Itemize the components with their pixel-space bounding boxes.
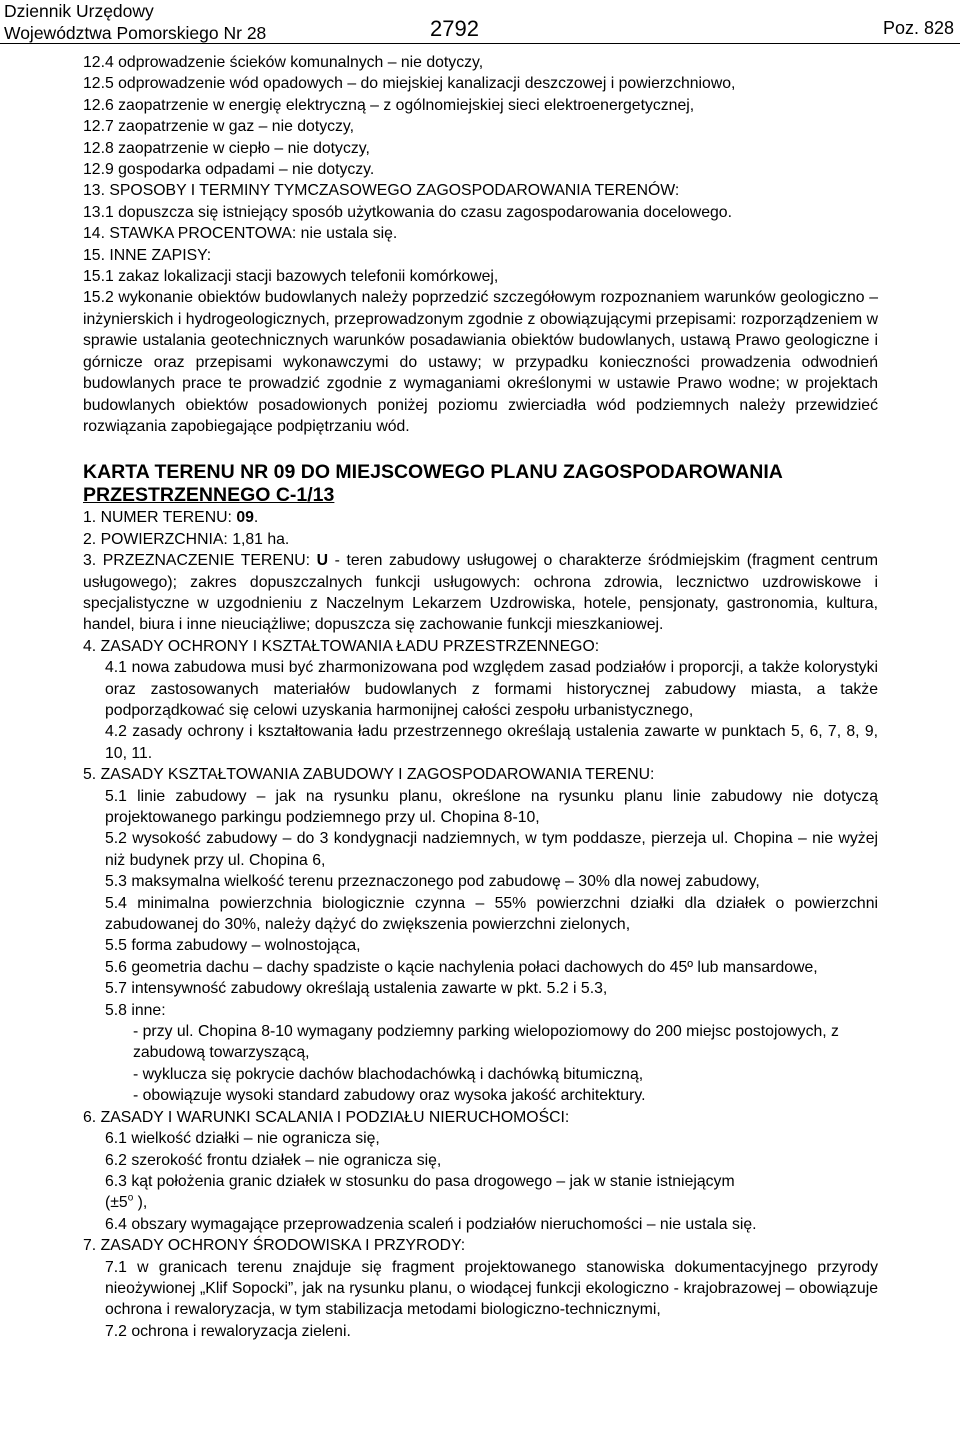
- item-6-3-cont: [83, 1192, 878, 1213]
- item-13-1: 13.1 dopuszcza się istniejący sposób użytkowania do czasu zagospodarowania docelowego.: [83, 203, 732, 221]
- item-12-8: 12.8 zaopatrzenie w ciepło – nie dotyczy,: [83, 139, 370, 157]
- item-5-1: 5.1 linie zabudowy – jak na rysunku planu, określone na rysunku planu linie zabudowy nie dotyczą projektowanego parkingu podziemnego przy ul. Chopina 8-10,: [105, 787, 878, 826]
- degree-sign: o: [127, 1193, 134, 1205]
- przeznaczenie-text: - teren zabudowy usługowej o charakterze śródmiejskim (fragment centrum usługowego); zakres dopuszczalnych funkcji usługowych: ochrona zdrowia, lecznictwo uzdrowiskowe i specjalistyczne w uzgodnieniu z Naczelnym Lekarzem Uzdrowiska, hotele, pensjonaty, gastronomia, kultura, handel, biura i inne nieuciążliwe; dopuszcza się zachowanie funkcji mieszkaniowej.: [83, 552, 878, 634]
- position-number: Poz. 828: [882, 18, 954, 38]
- item-6-4: 6.4 obszary wymagające przeprowadzenia scaleń i podziałów nieruchomości – nie ustala się.: [105, 1215, 757, 1233]
- karta-title-line1: KARTA TERENU NR 09 DO MIEJSCOWEGO PLANU ZAGOSPODAROWANIA: [83, 461, 783, 484]
- item-7-2: 7.2 ochrona i rewaloryzacja zieleni.: [105, 1322, 351, 1340]
- item-12-4: 12.4 odprowadzenie ścieków komunalnych – nie dotyczy,: [83, 54, 484, 71]
- item-12-6: 12.6 zaopatrzenie w energię elektryczną – z ogólnomiejskiej sieci elektroenergetycznej,: [83, 96, 695, 114]
- powierzchnia: 2. POWIERZCHNIA: 1,81 ha.: [83, 530, 290, 548]
- item-5-3: 5.3 maksymalna wielkość terenu przeznaczonego pod zabudowę – 30% dla nowej zabudowy,: [105, 873, 760, 891]
- item-5-7: 5.7 intensywność zabudowy określają ustalenia zawarte w pkt. 5.2 i 5.3,: [105, 980, 608, 998]
- section-7-heading: 7. ZASADY OCHRONY ŚRODOWISKA I PRZYRODY:: [83, 1237, 466, 1255]
- item-15-2: 15.2 wykonanie obiektów budowlanych należy poprzedzić szczegółowym rozpoznaniem warunków geologiczno – inżynierskich i hydrogeologicznych, przeprowadzonym zgodnie z obowiązującymi przepisami: rozporządzeniem w sprawie ustalania geotechnicznych warunków posadawiania obiektów budowlanych, ustawą Prawo geologiczne i górnicze oraz przepisami wykonawczymi do ustawy; w przypadku konieczności prowadzenia odwodnień budowlanych prace te prowadzić zgodnie z wymaganiami określonymi w ustawie Prawo wodne; w projektach budowlanych obiektów posadowionych poniżej poziomu zwierciadła wód podziemnych należy przewidzieć rozwiązania zapobiegające podpiętrzaniu wód.: [83, 289, 878, 435]
- item-6-2: 6.2 szerokość frontu działek – nie ogranicza się,: [105, 1151, 442, 1169]
- journal-issue: Województwa Pomorskiego Nr 28: [4, 23, 267, 43]
- numer-terenu-value: 09: [236, 509, 254, 527]
- page-number: 2792: [430, 16, 479, 41]
- item-4-2: 4.2 zasady ochrony i kształtowania ładu przestrzennego określają ustalenia zawarte w punktach 5, 6, 7, 8, 9, 10, 11.: [105, 723, 878, 762]
- item-6-3: 6.3 kąt położenia granic działek w stosunku do pasa drogowego – jak w stanie istniejącym: [105, 1172, 735, 1190]
- item-5-8-c: - obowiązuje wysoki standard zabudowy oraz wysoka jakość architektury.: [133, 1087, 646, 1105]
- section-4-heading: 4. ZASADY OCHRONY I KSZTAŁTOWANIA ŁADU PRZESTRZENNEGO:: [83, 637, 600, 655]
- item-7-1: 7.1 w granicach terenu znajduje się fragment projektowanego stanowiska dokumentacyjnego przyrody nieożywionej „Klif Sopocki”, jak na rysunku planu, o wiodącej funkcji ekologiczno - krajobrazowej – obowiązuje ochrona i rewaloryzacja, w tym stabilizacja metodami biologiczno-technicznymi,: [105, 1258, 878, 1319]
- section-6-heading: 6. ZASADY I WARUNKI SCALANIA I PODZIAŁU NIERUCHOMOŚCI:: [83, 1108, 570, 1126]
- item-5-8: 5.8 inne:: [105, 1001, 166, 1019]
- item-5-8-a: - przy ul. Chopina 8-10 wymagany podziemny parking wielopoziomowy do 200 miejsc postojowych, z zabudową towarzyszącą,: [133, 1023, 839, 1062]
- item-6-1: 6.1 wielkość działki – nie ogranicza się,: [105, 1130, 380, 1148]
- section-15-heading: 15. INNE ZAPISY:: [83, 246, 212, 264]
- document-body: [83, 52, 878, 1342]
- przeznaczenie-terenu: [83, 550, 878, 636]
- przeznaczenie-symbol: U: [316, 552, 329, 570]
- item-15-1: 15.1 zakaz lokalizacji stacji bazowych telefonii komórkowej,: [83, 268, 499, 286]
- item-5-4: 5.4 minimalna powierzchnia biologicznie czynna – 55% powierzchni działki dla działek o powierzchni zabudowanej do 30%, należy dążyć do zwiększenia powierzchni zielonych,: [105, 894, 878, 934]
- item-5-8-b: - wyklucza się pokrycie dachów blachodachówką i dachówką bitumiczną,: [133, 1065, 644, 1083]
- item-5-5: 5.5 forma zabudowy – wolnostojąca,: [105, 937, 361, 955]
- karta-title-line2: PRZESTRZENNEGO C-1/13: [83, 484, 335, 507]
- item-12-9: 12.9 gospodarka odpadami – nie dotyczy.: [83, 161, 375, 179]
- numer-terenu-end: .: [253, 509, 259, 527]
- przeznaczenie-label: 3. PRZEZNACZENIE TERENU:: [83, 552, 317, 570]
- numer-terenu: [83, 507, 878, 528]
- item-5-6: 5.6 geometria dachu – dachy spadziste o kącie nachylenia połaci dachowych do 45º lub mansardowe,: [105, 958, 818, 976]
- item-12-5: 12.5 odprowadzenie wód opadowych – do miejskiej kanalizacji deszczowej i powierzchniowo,: [83, 75, 736, 93]
- item-5-2: 5.2 wysokość zabudowy – do 3 kondygnacji nadziemnych, w tym poddasze, pierzeja ul. Chopina – nie wyżej niż budynek przy ul. Chopina 6,: [105, 830, 878, 869]
- numer-terenu-label: 1. NUMER TERENU:: [83, 509, 237, 527]
- journal-name: [4, 0, 266, 44]
- item-12-7: 12.7 zaopatrzenie w gaz – nie dotyczy,: [83, 118, 355, 136]
- page-header: [0, 0, 960, 48]
- header-rule: [0, 43, 960, 44]
- section-14-heading: 14. STAWKA PROCENTOWA: nie ustala się.: [83, 225, 398, 243]
- journal-title: Dziennik Urzędowy: [4, 1, 154, 21]
- angle-tolerance: (±5: [105, 1194, 128, 1212]
- item-4-1: 4.1 nowa zabudowa musi być zharmonizowana pod względem zasad podziałów i proporcji, a także kolorystyki oraz zastosowanych materiałów budowlanych z formami historycznej zabudowy miasta, a także podporządkować się celowi uzyskania harmonijnej całości zespołu urbanistycznego,: [105, 659, 878, 719]
- karta-title: [83, 461, 878, 507]
- angle-tolerance-end: ),: [133, 1194, 148, 1212]
- section-5-heading: 5. ZASADY KSZTAŁTOWANIA ZABUDOWY I ZAGOSPODAROWANIA TERENU:: [83, 766, 655, 784]
- section-13-heading: 13. SPOSOBY I TERMINY TYMCZASOWEGO ZAGOSPODAROWANIA TERENÓW:: [83, 182, 680, 200]
- spacer: [83, 437, 878, 457]
